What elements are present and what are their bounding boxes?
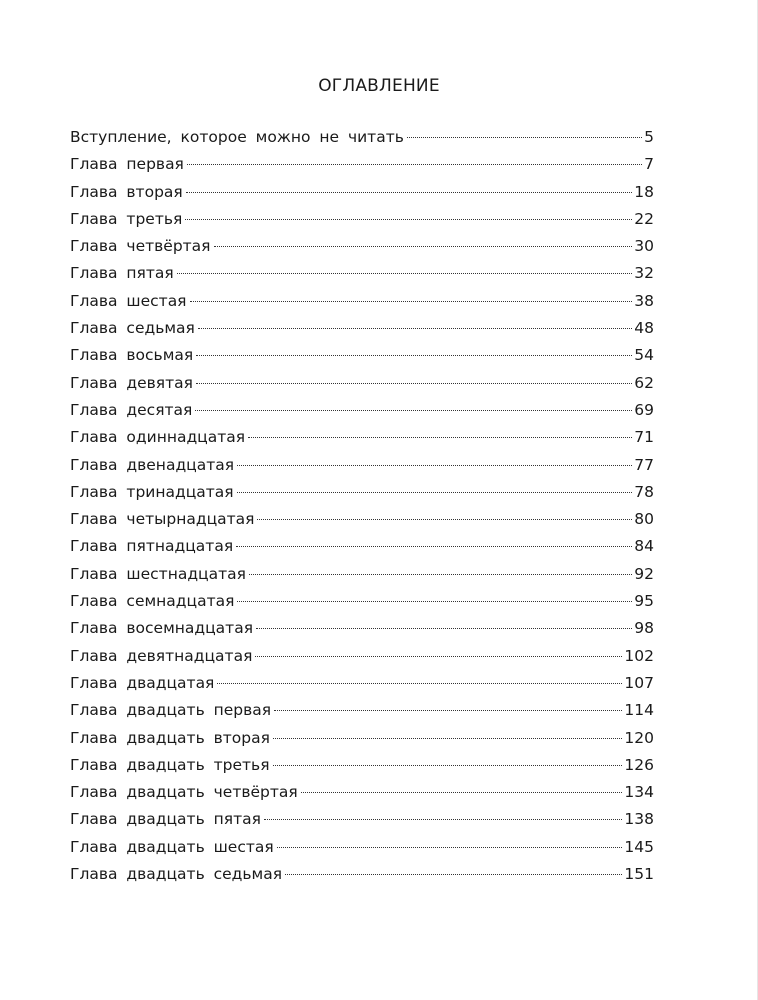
dot-leader [273,765,623,766]
toc-entry-label: Глава двадцать седьмая [70,865,283,884]
toc-entry-label: Глава двадцать вторая [70,728,270,747]
toc-entry-label: Глава вторая [70,182,183,201]
toc-entry-label: Глава двадцатая [70,673,215,692]
dot-leader [186,192,633,193]
toc-entry-label: Глава двадцать четвёртая [70,783,298,802]
toc-entry-label: Глава двенадцатая [70,455,235,474]
dot-leader [273,738,622,739]
toc-entry [70,647,654,674]
dot-leader [198,328,632,329]
toc-entry [70,592,654,619]
dot-leader [237,601,632,602]
toc-entry-page-number: 98 [634,619,654,638]
toc-entry-label: Глава пятнадцатая [70,537,234,556]
toc-entry [70,729,654,756]
toc-entry-page-number: 80 [634,510,654,529]
dot-leader [177,273,633,274]
toc-entry-label: Глава четырнадцатая [70,510,255,529]
toc-entry [70,456,654,483]
dot-leader [277,847,623,848]
toc-title: ОГЛАВЛЕНИЕ [318,76,440,96]
toc-entry-label: Глава двадцать первая [70,701,272,720]
toc-entry [70,865,654,892]
dot-leader [301,792,623,793]
toc-entry-page-number: 145 [624,837,654,856]
toc-entry-page-number: 102 [624,646,654,665]
toc-entry-page-number: 7 [644,155,654,174]
toc-entry [70,701,654,728]
toc-entry [70,374,654,401]
dot-leader [237,465,632,466]
toc-entry-page-number: 151 [624,865,654,884]
toc-entry-page-number: 18 [634,182,654,201]
toc-entry-page-number: 54 [634,346,654,365]
toc-list [70,128,654,892]
toc-entry-page-number: 22 [634,209,654,228]
toc-entry-label: Вступление, которое можно не читать [70,128,404,146]
toc-entry [70,483,654,510]
dot-leader [196,355,632,356]
toc-entry-label: Глава девятая [70,373,193,392]
toc-entry [70,838,654,865]
toc-entry-label: Глава двадцать третья [70,755,270,774]
toc-entry-page-number: 92 [634,564,654,583]
toc-entry [70,210,654,237]
toc-entry-page-number: 38 [634,291,654,310]
toc-entry [70,183,654,210]
toc-entry-page-number: 84 [634,537,654,556]
toc-entry-page-number: 107 [624,673,654,692]
toc-entry-label: Глава пятая [70,264,174,283]
toc-entry [70,292,654,319]
toc-entry-label: Глава двадцать шестая [70,837,274,856]
dot-leader [236,546,632,547]
dot-leader [255,656,622,657]
toc-entry-page-number: 5 [644,128,654,146]
toc-entry-label: Глава десятая [70,400,193,419]
toc-entry-label: Глава тринадцатая [70,482,234,501]
toc-entry-label: Глава двадцать пятая [70,810,261,829]
dot-leader [195,410,632,411]
toc-entry-page-number: 120 [624,728,654,747]
dot-leader [407,137,642,138]
toc-entry-label: Глава девятнадцатая [70,646,253,665]
toc-entry [70,401,654,428]
dot-leader [190,301,633,302]
dot-leader [185,219,632,220]
toc-entry [70,428,654,455]
toc-entry [70,756,654,783]
dot-leader [187,164,642,165]
dot-leader [285,874,622,875]
toc-entry-label: Глава седьмая [70,319,195,338]
toc-entry-label: Глава одиннадцатая [70,428,246,447]
toc-entry-label: Глава семнадцатая [70,592,235,611]
toc-entry [70,537,654,564]
toc-entry [70,346,654,373]
dot-leader [249,574,632,575]
dot-leader [214,246,633,247]
dot-leader [257,519,632,520]
toc-entry-page-number: 77 [634,455,654,474]
toc-entry-label: Глава первая [70,155,184,174]
dot-leader [237,492,633,493]
toc-entry-label: Глава шестнадцатая [70,564,246,583]
toc-entry [70,319,654,346]
toc-entry-label: Глава четвёртая [70,237,211,256]
toc-entry [70,810,654,837]
dot-leader [264,819,622,820]
toc-entry [70,674,654,701]
toc-entry-page-number: 134 [624,783,654,802]
toc-entry-page-number: 30 [634,237,654,256]
toc-entry [70,510,654,537]
toc-entry [70,155,654,182]
dot-leader [217,683,622,684]
dot-leader [248,437,632,438]
toc-entry [70,237,654,264]
toc-entry-page-number: 138 [624,810,654,829]
toc-entry-page-number: 126 [624,755,654,774]
toc-entry [70,565,654,592]
toc-entry-page-number: 78 [634,482,654,501]
toc-entry-label: Глава восьмая [70,346,194,365]
toc-entry [70,783,654,810]
toc-entry-page-number: 95 [634,592,654,611]
toc-entry-page-number: 114 [624,701,654,720]
dot-leader [256,628,632,629]
dot-leader [196,383,632,384]
toc-entry-page-number: 62 [634,373,654,392]
toc-entry [70,619,654,646]
toc-entry-label: Глава шестая [70,291,187,310]
toc-entry-page-number: 48 [634,319,654,338]
toc-entry-label: Глава третья [70,209,183,228]
toc-entry [70,264,654,291]
toc-entry-page-number: 69 [634,400,654,419]
toc-entry-page-number: 71 [634,428,654,447]
toc-entry-page-number: 32 [634,264,654,283]
toc-entry-label: Глава восемнадцатая [70,619,254,638]
toc-entry [70,128,654,155]
dot-leader [274,710,622,711]
